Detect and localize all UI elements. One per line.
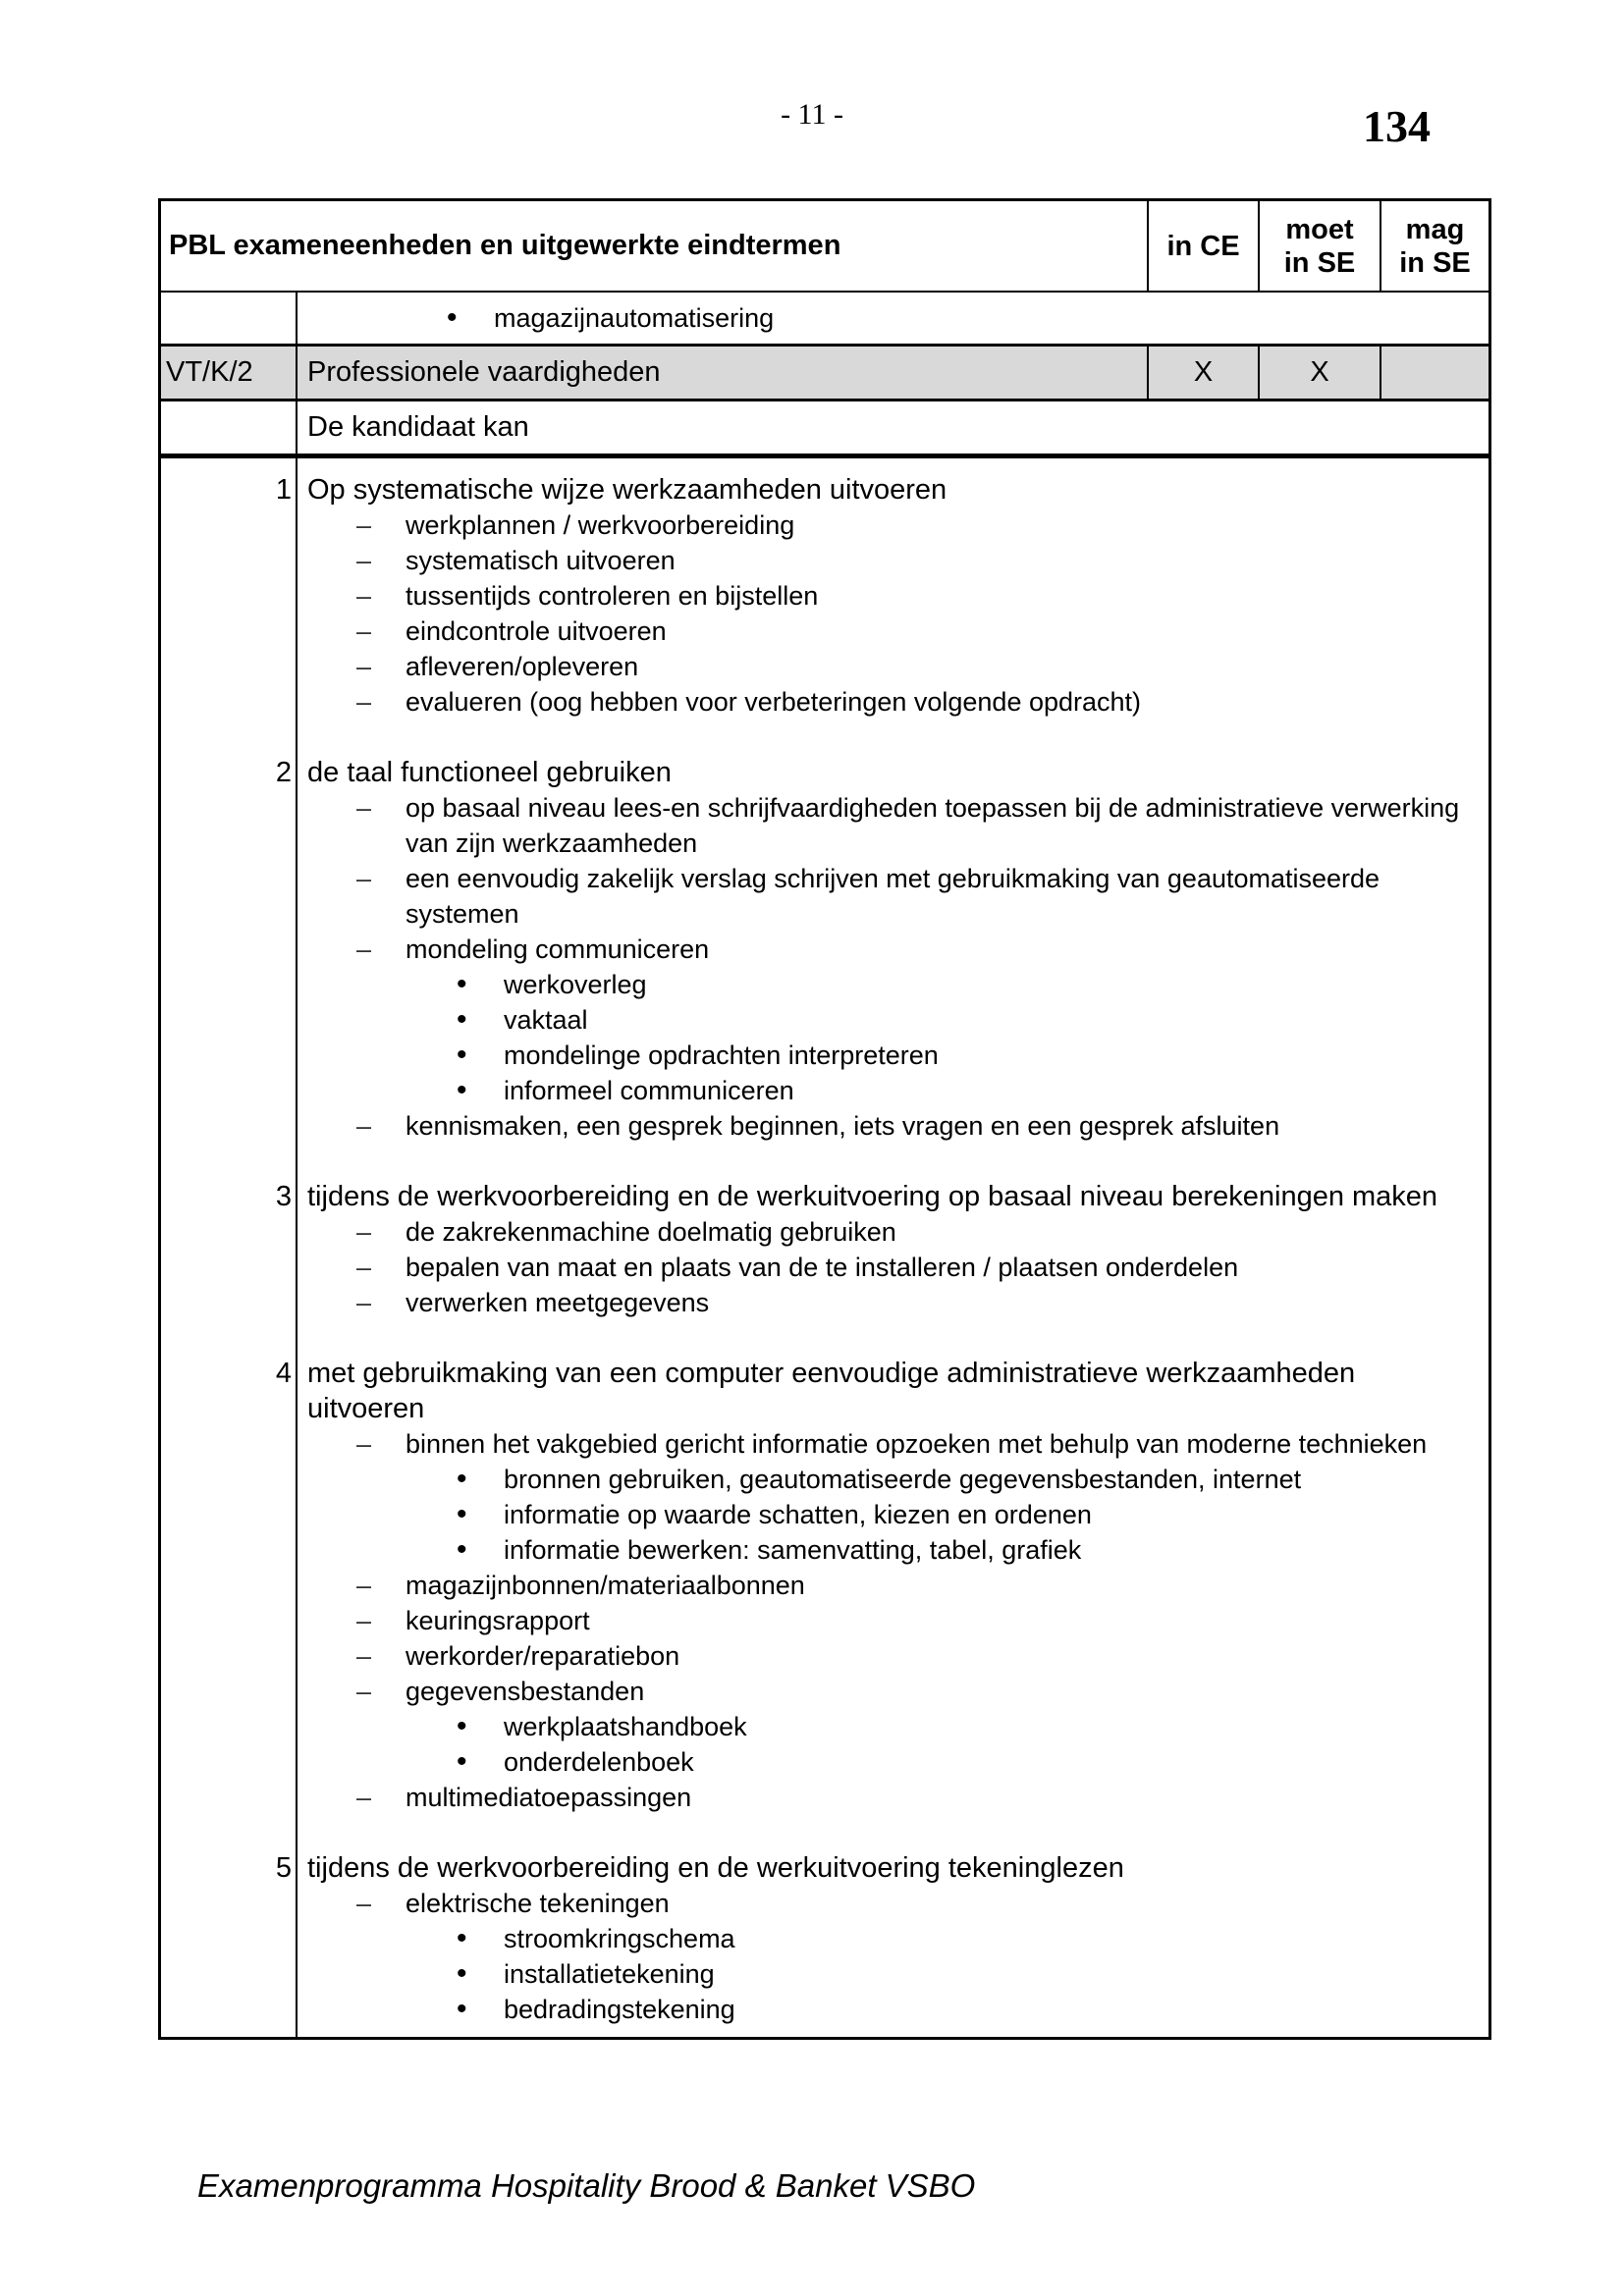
- section-number: 5: [275, 1852, 292, 1884]
- header-in-ce: [1149, 201, 1260, 291]
- section-number: 3: [275, 1181, 292, 1212]
- bullet-list-item: • bedradingstekening: [307, 1992, 1479, 2027]
- dash-list-item: – mondeling communiceren: [307, 932, 1479, 967]
- eindterm-section: [275, 1850, 1479, 2027]
- section-number: 4: [275, 1358, 292, 1389]
- section-title: met gebruikmaking van een computer eenvoudige administratieve werkzaamheden uitvoeren: [307, 1358, 1356, 1424]
- dash-list-item: – werkorder/reparatiebon: [307, 1638, 1479, 1674]
- header-moet-in-se: [1260, 201, 1381, 291]
- dash-list-item: – tussentijds controleren en bijstellen: [307, 578, 1479, 614]
- bullet-list-item: • werkoverleg: [307, 967, 1479, 1002]
- empty-code-cell: [161, 293, 298, 344]
- dash-list-item: – kennismaken, een gesprek beginnen, iets vragen en een gesprek afsluiten: [307, 1108, 1479, 1144]
- eindterm-section: [275, 755, 1479, 1144]
- bullet-list-item: • informatie op waarde schatten, kiezen en ordenen: [307, 1497, 1479, 1532]
- header-mag-line2: in SE: [1399, 246, 1471, 279]
- bullet-list-item: • informeel communiceren: [307, 1073, 1479, 1108]
- header-moet-line1: moet: [1285, 213, 1354, 245]
- dash-list-item: – systematisch uitvoeren: [307, 543, 1479, 578]
- section-title: de taal functioneel gebruiken: [307, 757, 672, 788]
- dash-list-item: – bepalen van maat en plaats van de te installeren / plaatsen onderdelen: [307, 1250, 1479, 1285]
- eindterm-section: [275, 1179, 1479, 1320]
- sections-content: [275, 458, 1489, 2037]
- unit-row: [161, 347, 1489, 401]
- dash-list-item: – evalueren (oog hebben voor verbeteringen volgende opdracht): [307, 684, 1479, 720]
- dash-list-item: – magazijnbonnen/materiaalbonnen: [307, 1568, 1479, 1603]
- header-title: PBL exameneenheden en uitgewerkte eindtermen: [161, 201, 1149, 291]
- section-title: Op systematische wijze werkzaamheden uitvoeren: [307, 474, 947, 506]
- dash-list-item: – werkplannen / werkvoorbereiding: [307, 507, 1479, 543]
- unit-mag-in-se-mark: [1381, 347, 1489, 399]
- carry-over-row: [161, 293, 1489, 347]
- table-header: [161, 201, 1489, 293]
- dash-list-item: – verwerken meetgegevens: [307, 1285, 1479, 1320]
- header-mag-line1: mag: [1405, 213, 1465, 245]
- empty-code-cell: [161, 401, 298, 454]
- bullet-list-item: • onderdelenboek: [307, 1744, 1479, 1780]
- bullet-list-item: • bronnen gebruiken, geautomatiseerde gegevensbestanden, internet: [307, 1462, 1479, 1497]
- unit-in-ce-mark: X: [1149, 347, 1260, 399]
- intro-row: [161, 401, 1489, 458]
- section-number: 1: [275, 474, 292, 506]
- unit-moet-in-se-mark: X: [1260, 347, 1381, 399]
- bullet-list-item: • informatie bewerken: samenvatting, tabel, grafiek: [307, 1532, 1479, 1568]
- exam-table: [158, 198, 1491, 2040]
- dash-list-item: – afleveren/opleveren: [307, 649, 1479, 684]
- dash-list-item: – multimediatoepassingen: [307, 1780, 1479, 1815]
- bullet-list-item: • werkplaatshandboek: [307, 1709, 1479, 1744]
- section-title: tijdens de werkvoorbereiding en de werkuitvoering op basaal niveau berekeningen maken: [307, 1181, 1438, 1212]
- dash-list-item: – binnen het vakgebied gericht informatie opzoeken met behulp van moderne technieken: [307, 1426, 1479, 1462]
- header-mag-in-se: [1381, 201, 1489, 291]
- dash-list-item: – op basaal niveau lees-en schrijfvaardigheden toepassen bij de administratieve verwerking van zijn werkzaamheden: [307, 790, 1479, 861]
- carry-over-cell: [298, 293, 774, 344]
- bullet-list-item: • stroomkringschema: [307, 1921, 1479, 1956]
- number-column: [161, 458, 298, 2037]
- dash-list-item: – gegevensbestanden: [307, 1674, 1479, 1709]
- header-in-ce-label: in CE: [1166, 230, 1240, 262]
- page-number: - 11 -: [781, 98, 843, 131]
- bullet-list-item: • mondelinge opdrachten interpreteren: [307, 1038, 1479, 1073]
- dash-list-item: – keuringsrapport: [307, 1603, 1479, 1638]
- bullet-list-item: • installatietekening: [307, 1956, 1479, 1992]
- section-title: tijdens de werkvoorbereiding en de werkuitvoering tekeninglezen: [307, 1852, 1124, 1884]
- dash-list-item: – de zakrekenmachine doelmatig gebruiken: [307, 1214, 1479, 1250]
- eindterm-section: [275, 1356, 1479, 1815]
- bullet-list-item: • vaktaal: [307, 1002, 1479, 1038]
- section-number: 2: [275, 757, 292, 788]
- document-page-number: 134: [1363, 101, 1431, 151]
- dash-list-item: – eindcontrole uitvoeren: [307, 614, 1479, 649]
- sections-body: [161, 458, 1489, 2037]
- dash-list-item: – een eenvoudig zakelijk verslag schrijven met gebruikmaking van geautomatiseerde systemen: [307, 861, 1479, 932]
- header-moet-line2: in SE: [1283, 246, 1356, 279]
- footer-text: Examenprogramma Hospitality Brood & Banket VSBO: [197, 2167, 976, 2204]
- list-item: • magazijnautomatisering: [298, 300, 774, 336]
- unit-code: VT/K/2: [161, 347, 298, 399]
- dash-list-item: – elektrische tekeningen: [307, 1886, 1479, 1921]
- eindterm-section: [275, 472, 1479, 720]
- unit-title: Professionele vaardigheden: [298, 347, 1149, 399]
- intro-text: De kandidaat kan: [307, 411, 529, 443]
